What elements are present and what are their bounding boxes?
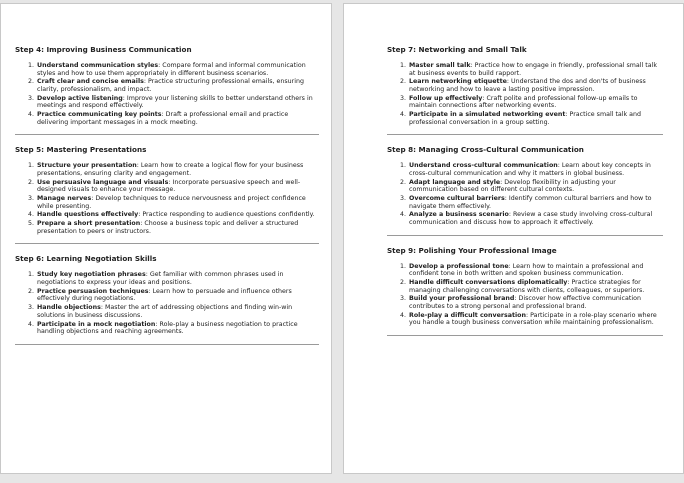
section-step-4 <box>15 45 319 135</box>
item-text: : Practice strategies for managing challenging conversations with clients, colleagues, or superiors. <box>409 279 645 294</box>
item-text: : Discover how effective communication contributes to a strong personal and professional brand. <box>409 295 641 310</box>
item-text: : Craft polite and professional follow-up emails to maintain connections after networking events. <box>409 94 638 110</box>
item-term: Study key negotiation phrases <box>37 271 146 279</box>
list-item <box>408 312 663 327</box>
item-term: Learn networking etiquette <box>409 78 507 86</box>
list-item <box>36 95 319 110</box>
item-term: Follow up effectively <box>409 94 483 102</box>
item-term: Understand cross-cultural communication <box>409 162 558 170</box>
item-term: Practice communicating key points <box>37 111 162 119</box>
document-page-left <box>0 3 332 474</box>
item-term: Handle questions effectively <box>37 211 139 219</box>
list-item <box>36 304 319 319</box>
step-list <box>15 271 319 335</box>
item-term: Manage nerves <box>37 195 92 203</box>
section-heading: Step 8: Managing Cross-Cultural Communication <box>387 145 584 155</box>
list-item <box>36 62 319 77</box>
item-text: : Incorporate persuasive speech and well-designed visuals to enhance your message. <box>37 178 301 194</box>
item-text: : Practice structuring professional emails, ensuring clarity, professionalism, and impact. <box>37 78 304 93</box>
list-item <box>408 111 663 126</box>
list-item <box>36 211 319 219</box>
list-item <box>36 195 319 210</box>
section-heading: Step 5: Mastering Presentations <box>15 145 147 155</box>
list-item <box>408 211 663 226</box>
item-term: Develop active listening <box>37 94 123 102</box>
step-list <box>387 162 663 226</box>
section-divider <box>15 134 319 135</box>
item-text: : Learn how to create a logical flow for your business presentations, ensuring clarity and engagement. <box>37 162 304 177</box>
item-term: Participate in a mock negotiation <box>37 320 156 328</box>
item-text: : Get familiar with common phrases used in negotiations to express your ideas and positions. <box>37 271 284 286</box>
list-item <box>36 179 319 194</box>
list-item <box>36 271 319 286</box>
section-divider <box>387 235 663 236</box>
item-text: : Improve your listening skills to better understand others in meetings and respond effectively. <box>37 94 313 110</box>
item-term: Build your professional brand <box>409 295 515 303</box>
item-text: : Master the art of addressing objections and finding win-win solutions in business discussions. <box>37 304 293 319</box>
list-item <box>36 111 319 126</box>
list-item <box>408 279 663 294</box>
document-page-right <box>343 3 684 474</box>
section-step-9 <box>387 246 663 336</box>
section-step-6 <box>15 254 319 344</box>
item-term: Practice persuasion techniques <box>37 287 149 295</box>
section-divider <box>387 335 663 336</box>
item-text: : Develop techniques to reduce nervousness and project confidence while presenting. <box>37 195 306 210</box>
item-term: Understand communication styles <box>37 62 159 69</box>
list-item <box>408 162 663 177</box>
item-term: Overcome cultural barriers <box>409 195 505 203</box>
item-term: Master small talk <box>409 62 471 69</box>
item-text: : Role-play a business negotiation to practice handling objections and reaching agreements. <box>37 320 298 336</box>
list-item <box>36 78 319 93</box>
section-step-8 <box>387 145 663 235</box>
item-term: Role-play a difficult conversation <box>409 311 526 319</box>
list-item <box>36 321 319 336</box>
item-term: Handle objections <box>37 304 101 312</box>
item-text: : Participate in a role-play scenario where you handle a tough business conversation while maintaining professionalism. <box>409 311 657 327</box>
item-term: Use persuasive language and visuals <box>37 178 169 186</box>
list-item <box>408 295 663 310</box>
list-item <box>408 78 663 93</box>
section-step-7 <box>387 45 663 135</box>
item-text: : Learn how to persuade and influence others effectively during negotiations. <box>37 287 292 303</box>
item-text: : Compare formal and informal communication styles and how to use them appropriately in different business scenarios. <box>37 62 306 77</box>
list-item <box>36 288 319 303</box>
item-term: Handle difficult conversations diplomatically <box>409 279 568 286</box>
item-term: Participate in a simulated networking event <box>409 111 566 119</box>
item-text: : Practice responding to audience questions confidently. <box>138 211 315 219</box>
item-text: : Practice small talk and professional conversation in a group setting. <box>409 111 642 126</box>
item-text: : Choose a business topic and deliver a structured presentation to peers or instructors. <box>37 220 299 235</box>
item-text: : Review a case study involving cross-cultural communication and discuss how to approach it effectively. <box>409 211 653 227</box>
list-item <box>408 263 663 278</box>
item-text: : Identify common cultural barriers and how to navigate them effectively. <box>409 195 652 210</box>
item-text: : Learn how to maintain a professional and confident tone in both written and spoken business communication. <box>409 262 644 278</box>
section-divider <box>15 344 319 345</box>
item-term: Craft clear and concise emails <box>37 78 144 86</box>
item-text: : Practice how to engage in friendly, professional small talk at business events to build rapport. <box>409 62 657 77</box>
section-heading: Step 4: Improving Business Communication <box>15 45 192 54</box>
item-term: Develop a professional tone <box>409 262 509 270</box>
section-step-5 <box>15 145 319 244</box>
item-text: : Develop flexibility in adjusting your communication based on different cultural contexts. <box>409 178 616 194</box>
item-term: Adapt language and style <box>409 178 501 186</box>
list-item <box>36 220 319 235</box>
step-list <box>15 62 319 126</box>
item-text: : Understand the dos and don'ts of business networking and how to leave a lasting positive impression. <box>409 78 646 93</box>
step-list <box>15 162 319 235</box>
section-heading: Step 9: Polishing Your Professional Image <box>387 245 557 255</box>
section-heading: Step 6: Learning Negotiation Skills <box>15 254 157 264</box>
list-item <box>408 179 663 194</box>
list-item <box>408 195 663 210</box>
section-heading: Step 7: Networking and Small Talk <box>387 45 527 54</box>
item-term: Structure your presentation <box>37 162 137 170</box>
section-divider <box>387 134 663 135</box>
item-text: : Draft a professional email and practice delivering important messages in a mock meeting. <box>37 111 289 126</box>
step-list <box>387 62 663 126</box>
section-divider <box>15 243 319 244</box>
list-item <box>408 62 663 77</box>
item-term: Analyze a business scenario <box>409 211 509 219</box>
list-item <box>36 162 319 177</box>
item-text: : Learn about key concepts in cross-cultural communication and why it matters in global business. <box>409 162 651 177</box>
step-list <box>387 263 663 327</box>
item-term: Prepare a short presentation <box>37 220 141 228</box>
list-item <box>408 95 663 110</box>
